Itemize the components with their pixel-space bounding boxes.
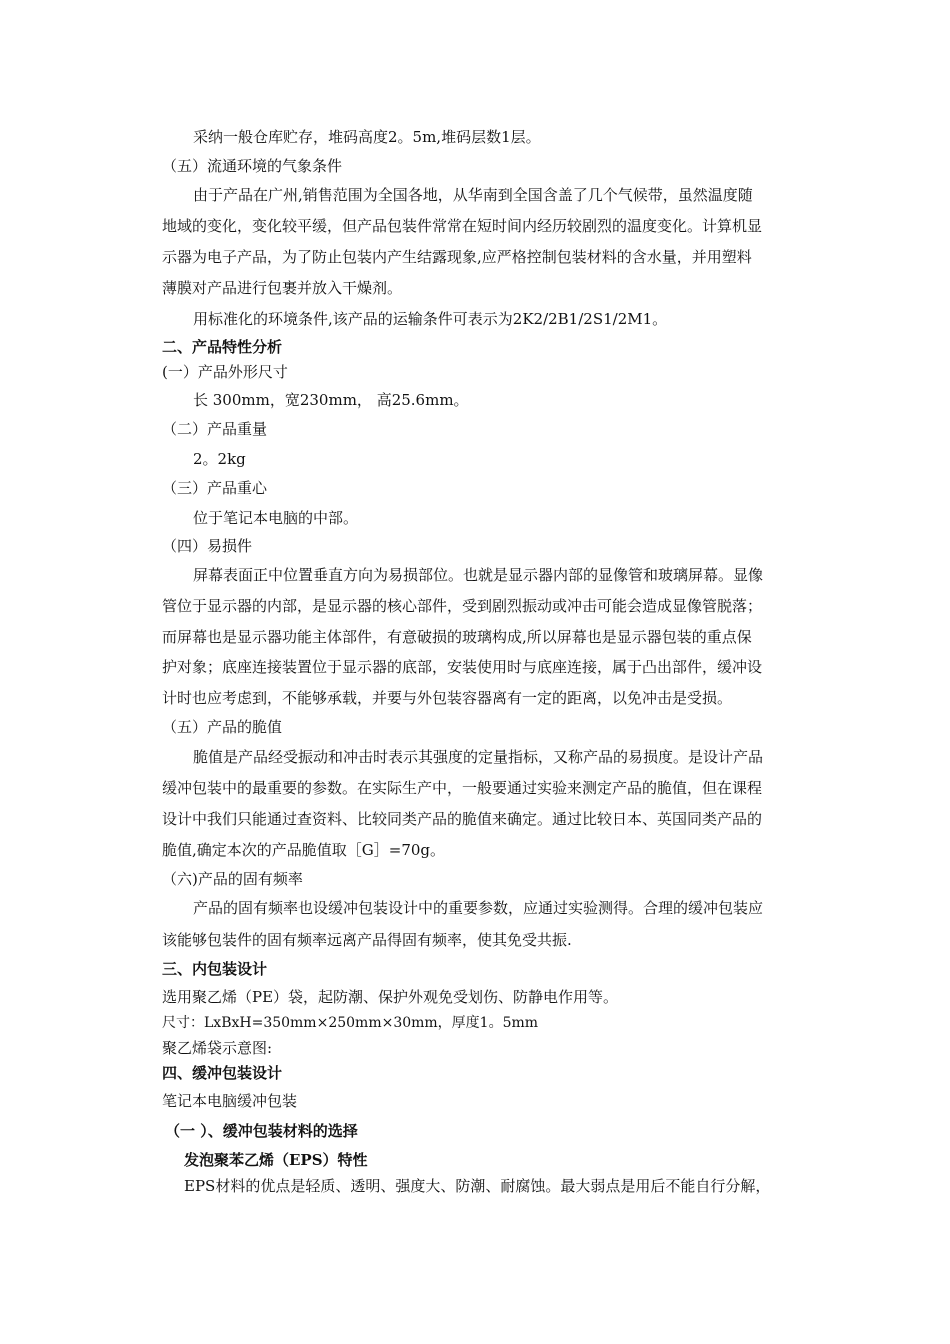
- paragraph-line: 该能够包装件的固有频率远离产品得固有频率，使其免受共振.: [162, 931, 572, 949]
- section-heading: 二、产品特性分析: [162, 338, 283, 356]
- paragraph-line: EPS材料的优点是轻质、透明、强度大、防潮、耐腐蚀。最大弱点是用后不能自行分解，: [184, 1177, 771, 1195]
- paragraph-line: 缓冲包装中的最重要的参数。在实际生产中，一般要通过实验来测定产品的脆值，但在课程: [162, 779, 763, 797]
- paragraph-line: 管位于显示器的内部，是显示器的核心部件，受到剧烈振动或冲击可能会造成显像管脱落；: [162, 597, 763, 615]
- paragraph-line: 地域的变化，变化较平缓，但产品包装件常常在短时间内经历较剧烈的温度变化。计算机显: [162, 217, 763, 235]
- paragraph-line: 选用聚乙烯（PE）袋，起防潮、保护外观免受划伤、防静电作用等。: [162, 988, 619, 1006]
- paragraph-line: 笔记本电脑缓冲包装: [162, 1092, 298, 1110]
- paragraph-line: 薄膜对产品进行包裹并放入干燥剂。: [162, 279, 403, 297]
- section-heading: 四、缓冲包装设计: [162, 1064, 283, 1082]
- subsection-heading: （五）流通环境的气象条件: [162, 157, 343, 175]
- paragraph-line: 屏幕表面正中位置垂直方向为易损部位。也就是显示器内部的显像管和玻璃屏幕。显像: [193, 566, 764, 584]
- section-heading: 三、内包装设计: [162, 960, 268, 978]
- paragraph-line: 长 300mm，宽230mm， 高25.6mm。: [193, 391, 469, 409]
- subsection-heading: （四）易损件: [162, 537, 253, 555]
- subsection-heading: （二）产品重量: [162, 420, 268, 438]
- paragraph-line: 示器为电子产品，为了防止包装内产生结露现象,应严格控制包装材料的含水量，并用塑料: [162, 248, 752, 266]
- paragraph-line: 产品的固有频率也设缓冲包装设计中的重要参数，应通过实验测得。合理的缓冲包装应: [193, 899, 764, 917]
- subsection-heading: （五）产品的脆值: [162, 718, 283, 736]
- paragraph-line: 而屏幕也是显示器功能主体部件，有意破损的玻璃构成,所以屏幕也是显示器包装的重点保: [162, 628, 752, 646]
- subsection-heading: （一 ）、缓冲包装材料的选择: [165, 1122, 358, 1140]
- subsection-heading: 发泡聚苯乙烯（EPS）特性: [184, 1151, 368, 1169]
- paragraph-line: 尺寸：LxBxH=350mm×250mm×30mm，厚度1。5mm: [162, 1015, 539, 1031]
- paragraph-line: 2。2kg: [193, 450, 246, 468]
- subsection-heading: (一）产品外形尺寸: [162, 363, 288, 381]
- paragraph-line: 用标准化的环境条件,该产品的运输条件可表示为2K2/2B1/2S1/2M1。: [193, 310, 668, 328]
- paragraph-line: 位于笔记本电脑的中部。: [193, 509, 359, 527]
- paragraph-line: 护对象；底座连接装置位于显示器的底部，安装使用时与底座连接，属于凸出部件，缓冲设: [162, 658, 763, 676]
- paragraph-line: 聚乙烯袋示意图:: [162, 1039, 273, 1057]
- paragraph-line: 脆值,确定本次的产品脆值取［G］=70g。: [162, 841, 446, 859]
- paragraph-line: 采纳一般仓库贮存，堆码高度2。5m,堆码层数1层。: [193, 128, 541, 146]
- paragraph-line: 设计中我们只能通过查资料、比较同类产品的脆值来确定。通过比较日本、英国同类产品的: [162, 810, 763, 828]
- paragraph-line: 脆值是产品经受振动和冲击时表示其强度的定量指标，又称产品的易损度。是设计产品: [193, 748, 764, 766]
- subsection-heading: （三）产品重心: [162, 479, 268, 497]
- paragraph-line: 由于产品在广州,销售范围为全国各地，从华南到全国含盖了几个气候带，虽然温度随: [193, 186, 753, 204]
- paragraph-line: 计时也应考虑到，不能够承载，并要与外包装容器离有一定的距离，以免冲击是受损。: [162, 689, 733, 707]
- subsection-heading: （六)产品的固有频率: [162, 870, 303, 888]
